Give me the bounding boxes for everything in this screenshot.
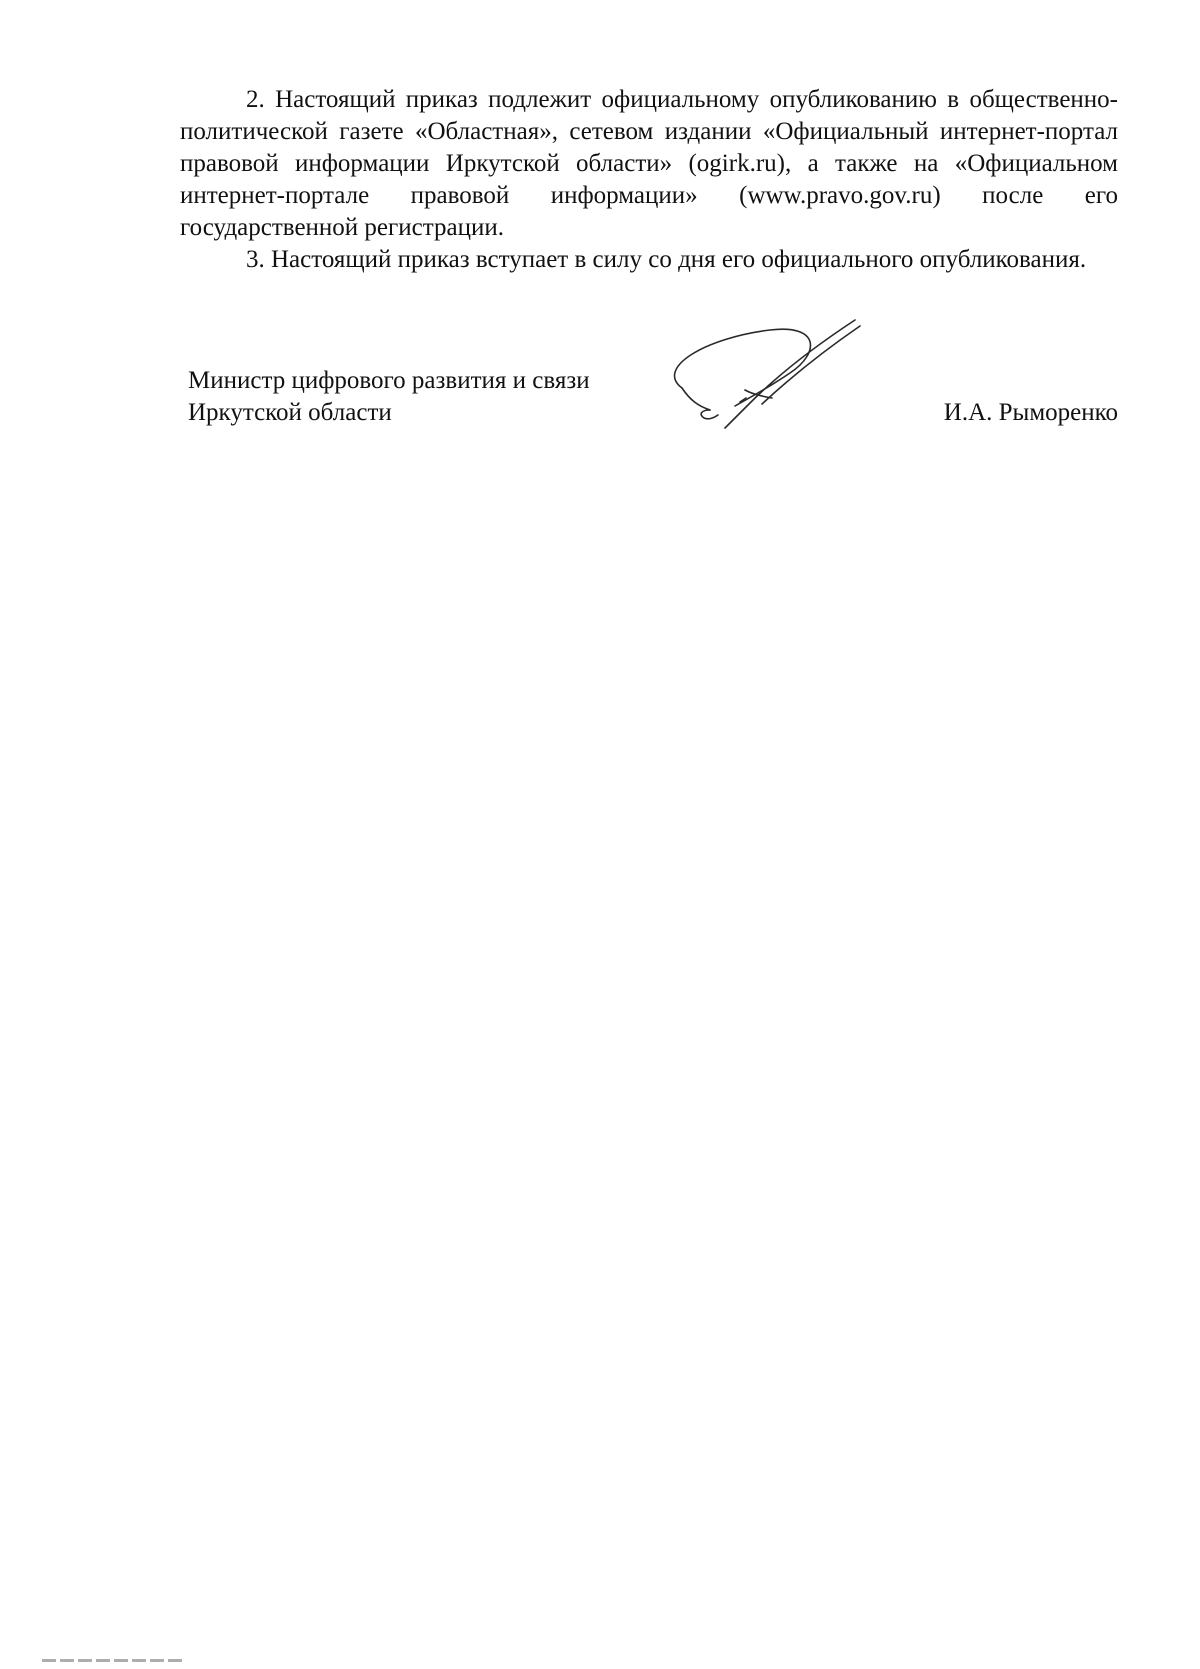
signer-position-line-2: Иркутской области	[188, 399, 392, 426]
signer-name: И.А. Рыморенко	[943, 399, 1118, 426]
signer-position	[188, 365, 590, 429]
paragraph-effective-date: 3. Настоящий приказ вступает в силу со дня его официального опубликования.	[246, 246, 1087, 273]
signer-position-line-1: Министр цифрового развития и связи	[188, 367, 590, 394]
scan-artifact-mark	[42, 1659, 182, 1662]
document-body	[180, 84, 1118, 276]
paragraph-publication: 2. Настоящий приказ подлежит официальному опубликованию в общественно-политической газете «Областная», сетевом издании «Официальный интернет-портал правовой информации Иркутской области» (ogirk.ru), а также на «Официальном интернет-портале правовой информации» (www.pravo.gov.ru) после его государственной регистрации.	[180, 86, 1118, 241]
handwritten-signature-icon	[650, 318, 910, 438]
